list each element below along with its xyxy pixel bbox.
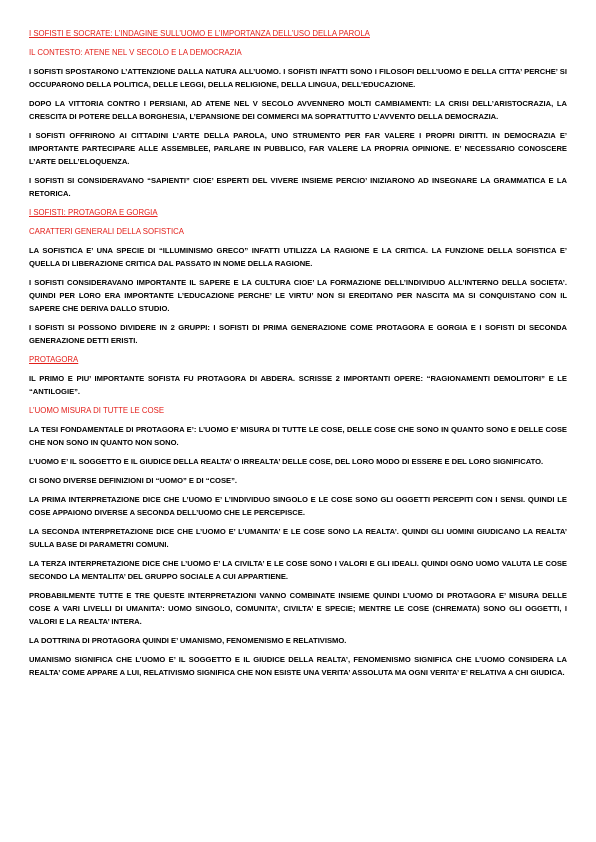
paragraph: I SOFISTI CONSIDERAVANO IMPORTANTE IL SAPERE E LA CULTURA CIOE’ LA FORMAZIONE DELL’INDIVIDUO ALL’INTERNO DELLA SOCIETA’. QUINDI PER LORO ERA IMPORTANTE L’EDUCAZIONE PERCHE’ LE VIRTU’ NON SI EREDITANO PER NASCITA MA SI CONQUISTANO CON IL SAPERE CHE DERIVA DALLO STUDIO. [29, 278, 567, 313]
paragraph: CI SONO DIVERSE DEFINIZIONI DI “UOMO” E DI “COSE”. [29, 476, 238, 485]
paragraph: LA SECONDA INTERPRETAZIONE DICE CHE L’UOMO E’ L’UMANITA’ E LE COSE SONO LA REALTA’. QUINDI GLI UOMINI GIUDICANO LA REALTA’ SULLA BASE DI PARAMETRI COMUNI. [29, 527, 567, 549]
section-heading: L’UOMO MISURA DI TUTTE LE COSE [29, 406, 165, 415]
paragraph: LA SOFISTICA E’ UNA SPECIE DI “ILLUMINISMO GRECO” INFATTI UTILIZZA LA RAGIONE E LA CRITICA. LA FUNZIONE DELLA SOFISTICA E’ QUELLA DI LIBERAZIONE CRITICA DAL PASSATO IN NOME DELLA RAGIONE. [29, 246, 567, 268]
paragraph: LA TERZA INTERPRETAZIONE DICE CHE L’UOMO E’ LA CIVILTA’ E LE COSE SONO I VALORI E GLI IDEALI. QUINDI OGNO UOMO VALUTA LE COSE SECONDO LA MENTALITA’ DEL GRUPPO SOCIALE A CUI APPARTIENE. [29, 559, 567, 581]
paragraph: LA PRIMA INTERPRETAZIONE DICE CHE L’UOMO E’ L’INDIVIDUO SINGOLO E LE COSE SONO GLI OGGETTI PERCEPITI CON I SENSI. QUINDI LE COSE APPAIONO DIVERSE A SECONDA DELL’UOMO CHE LE PERCEPISCE. [29, 495, 567, 517]
paragraph: LA DOTTRINA DI PROTAGORA QUINDI E’ UMANISMO, FENOMENISMO E RELATIVISMO. [29, 636, 347, 645]
section-contesto [29, 46, 567, 200]
paragraph: L’UOMO E’ IL SOGGETTO E IL GIUDICE DELLA REALTA’ O IRREALTA’ DELLE COSE, DEL LORO MODO DI ESSERE E DEL LORO SIGNIFICATO. [29, 457, 544, 466]
paragraph: DOPO LA VITTORIA CONTRO I PERSIANI, AD ATENE NEL V SECOLO AVVENNERO MOLTI CAMBIAMENTI: LA CRISI DELL’ARISTOCRAZIA, LA CRESCITA DI POTERE DELLA BORGHESIA, L’EPANSIONE DEI COMMERCI MA SOPRATTUTTO L’AVVENTO DELLA DEMOCRAZIA. [29, 99, 567, 121]
paragraph: PROBABILMENTE TUTTE E TRE QUESTE INTERPRETAZIONI VANNO COMBINATE INSIEME QUINDI L’UOMO DI PROTAGORA E’ MISURA DELLE COSE A VARI LIVELLI DI UMANITA’: UOMO SINGOLO, COMUNITA’, CIVILTA’ E SPECIE; MENTRE LE COSE (CHREMATA) SONO GLI OGGETTI, I VALORI E LA REALTA’ INTERA. [29, 591, 567, 626]
paragraph: UMANISMO SIGNIFICA CHE L’UOMO E’ IL SOGGETTO E IL GIUDICE DELLA REALTA’, FENOMENISMO SIGNIFICA CHE L’UOMO CONSIDERA LA REALTA’ COME APPARE A LUI, RELATIVISMO SIGNIFICA CHE NON ESISTE UNA VERITA’ ASSOLUTA MA OGNI VERITA’ E’ RELATIVA A CHI GIUDICA. [29, 655, 567, 677]
section-heading: IL CONTESTO: ATENE NEL V SECOLO E LA DEMOCRAZIA [29, 48, 242, 57]
paragraph: I SOFISTI SPOSTARONO L’ATTENZIONE DALLA NATURA ALL’UOMO. I SOFISTI INFATTI SONO I FILOSOFI DELL’UOMO E DELLA CITTA’ PERCHE’ SI OCCUPARONO DELLA POLITICA, DELLE LEGGI, DELLA RELIGIONE, DELLA LINGUA, DELL’EDUCAZIONE. [29, 67, 567, 89]
document-title: I SOFISTI E SOCRATE: L’INDAGINE SULL’UOMO E L’IMPORTANZA DELL’USO DELLA PAROLA [29, 29, 370, 38]
paragraph: I SOFISTI OFFRIRONO AI CITTADINI L’ARTE DELLA PAROLA, UNO STRUMENTO PER FAR VALERE I PROPRI DIRITTI. IN DEMOCRAZIA E’ IMPORTANTE PARTECIPARE ALLE ASSEMBLEE, PARLARE IN PUBBLICO, FAR VALERE LA PROPRIA OPINIONE. E’ NECESSARIO CONOSCERE L’ARTE DELL’ELOQUENZA. [29, 131, 567, 166]
paragraph: IL PRIMO E PIU’ IMPORTANTE SOFISTA FU PROTAGORA DI ABDERA. SCRISSE 2 IMPORTANTI OPERE: “RAGIONAMENTI DEMOLITORI” E LE “ANTILOGIE”. [29, 374, 567, 396]
paragraph: LA TESI FONDAMENTALE DI PROTAGORA E’: L’UOMO E’ MISURA DI TUTTE LE COSE, DELLE COSE CHE SONO IN QUANTO SONO E DELLE COSE CHE NON SONO IN QUANTO NON SONO. [29, 425, 567, 447]
section-heading: PROTAGORA [29, 355, 79, 364]
paragraph: I SOFISTI SI CONSIDERAVANO “SAPIENTI” CIOE’ ESPERTI DEL VIVERE INSIEME PERCIO’ INIZIARONO AD INSEGNARE LA GRAMMATICA E LA RETORICA. [29, 176, 567, 198]
section-caratteri [29, 225, 567, 347]
paragraph: I SOFISTI SI POSSONO DIVIDERE IN 2 GRUPPI: I SOFISTI DI PRIMA GENERAZIONE COME PROTAGORA E GORGIA E I SOFISTI DI SECONDA GENERAZIONE DETTI ERISTI. [29, 323, 567, 345]
document-page [29, 27, 567, 685]
section-uomo-misura [29, 404, 567, 679]
section-heading: CARATTERI GENERALI DELLA SOFISTICA [29, 227, 184, 236]
section-protagora [29, 353, 567, 398]
section-heading-sofisti: I SOFISTI: PROTAGORA E GORGIA [29, 208, 158, 217]
